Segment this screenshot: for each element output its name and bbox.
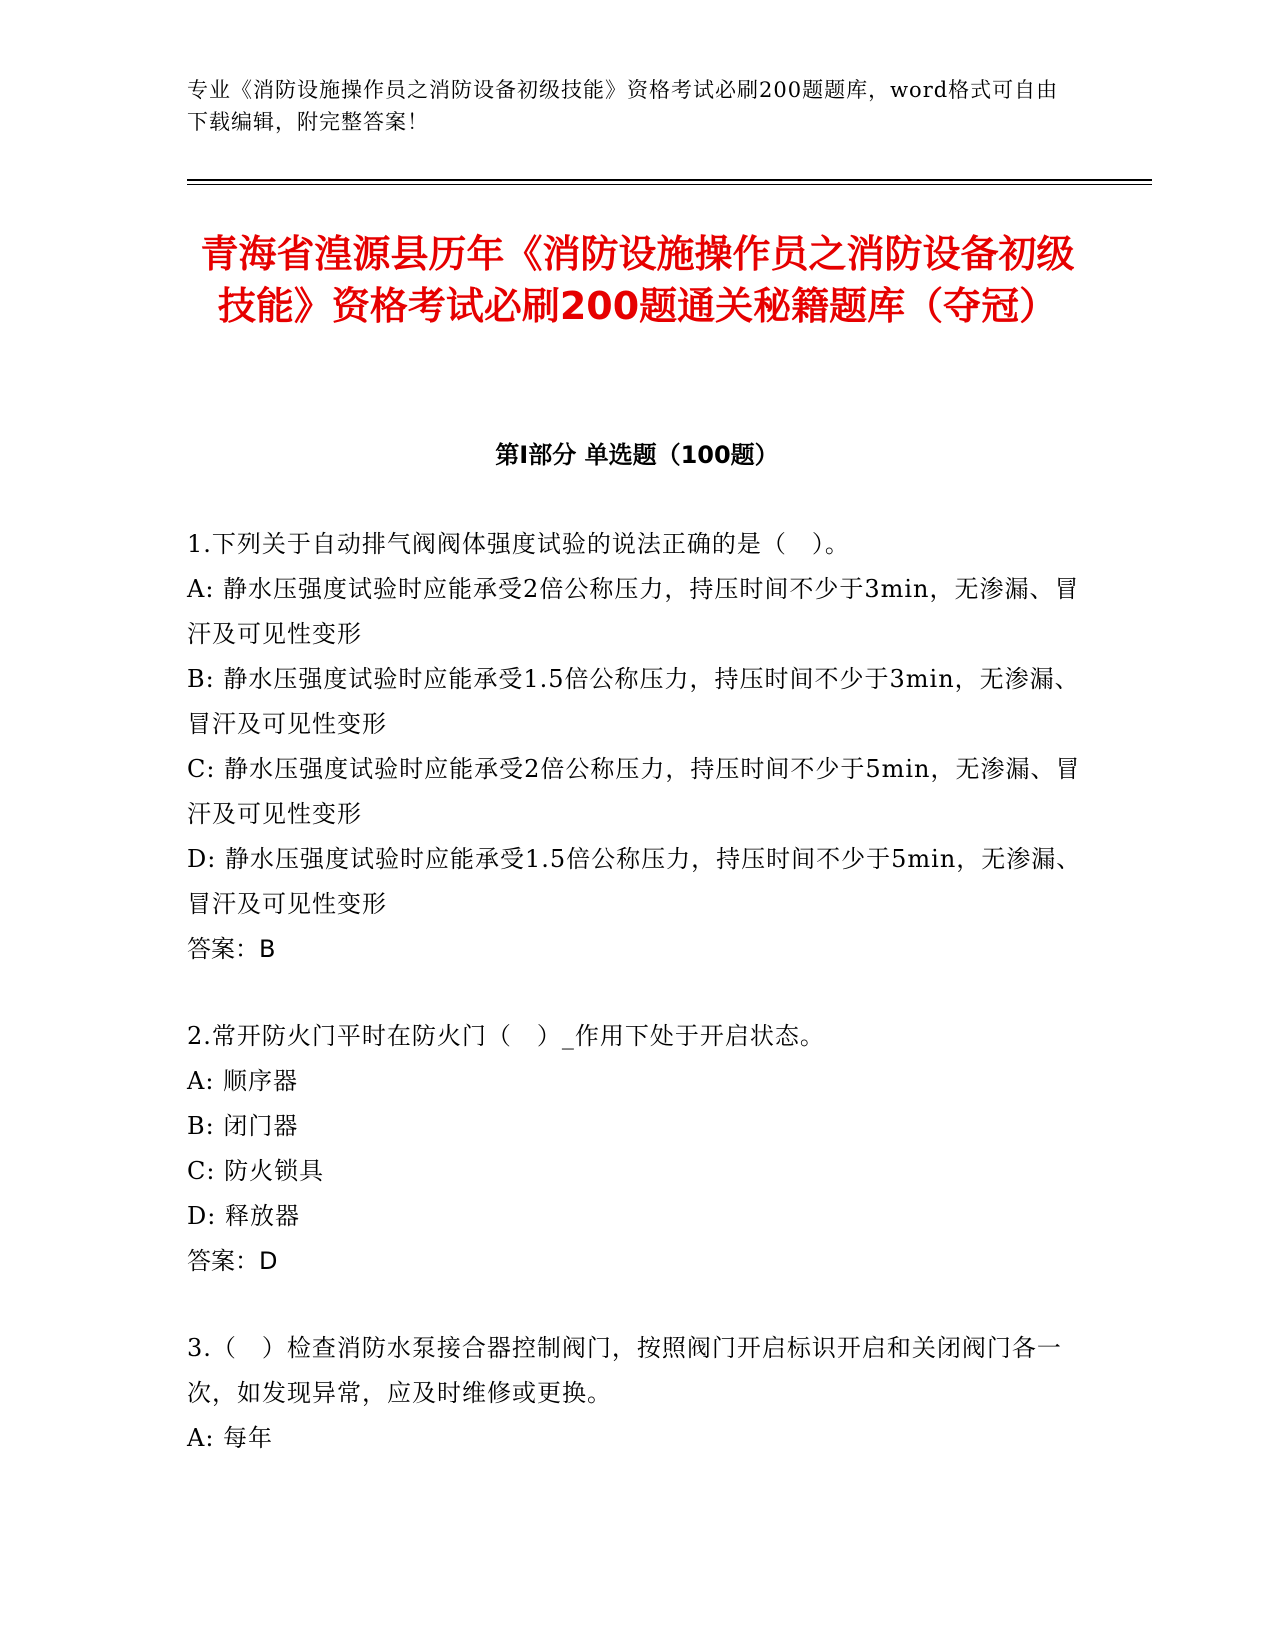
- option-c: C: 防火锁具: [187, 1157, 325, 1185]
- option-a: A: 顺序器: [187, 1067, 299, 1095]
- question-list: [187, 522, 1087, 1503]
- header-rule-thick: [187, 179, 1152, 181]
- header-note: 专业《消防设施操作员之消防设备初级技能》资格考试必刷200题题库，word格式可自由下载编辑，附完整答案！: [187, 78, 1059, 134]
- question-stem: 2.常开防火门平时在防火门（ ）_作用下处于开启状态。: [187, 1022, 825, 1050]
- option-c: C: 静水压强度试验时应能承受2倍公称压力，持压时间不少于5min，无渗漏、冒汗及可见性变形: [187, 755, 1081, 828]
- question-stem: 1.下列关于自动排气阀阀体强度试验的说法正确的是（ ）。: [187, 530, 850, 558]
- question-1: [187, 522, 1087, 972]
- answer: 答案：D: [187, 1247, 278, 1275]
- option-a: A: 每年: [187, 1424, 274, 1452]
- option-b: B: 静水压强度试验时应能承受1.5倍公称压力，持压时间不少于3min，无渗漏、冒汗及可见性变形: [187, 665, 1080, 738]
- question-2: [187, 1014, 1087, 1284]
- question-3: [187, 1326, 1087, 1461]
- question-stem: 3.（ ）检查消防水泵接合器控制阀门，按照阀门开启标识开启和关闭阀门各一次，如发现异常，应及时维修或更换。: [187, 1334, 1062, 1407]
- option-a: A: 静水压强度试验时应能承受2倍公称压力，持压时间不少于3min，无渗漏、冒汗及可见性变形: [187, 575, 1080, 648]
- header-rule-thin: [187, 184, 1152, 185]
- answer: 答案：B: [187, 935, 276, 963]
- document-title: 青海省湟源县历年《消防设施操作员之消防设备初级技能》资格考试必刷200题通关秘籍题库（夺冠）: [200, 232, 1075, 328]
- option-b: B: 闭门器: [187, 1112, 299, 1140]
- option-d: D: 释放器: [187, 1202, 300, 1230]
- section-heading: 第I部分 单选题（100题）: [495, 441, 779, 469]
- option-d: D: 静水压强度试验时应能承受1.5倍公称压力，持压时间不少于5min，无渗漏、冒汗及可见性变形: [187, 845, 1082, 918]
